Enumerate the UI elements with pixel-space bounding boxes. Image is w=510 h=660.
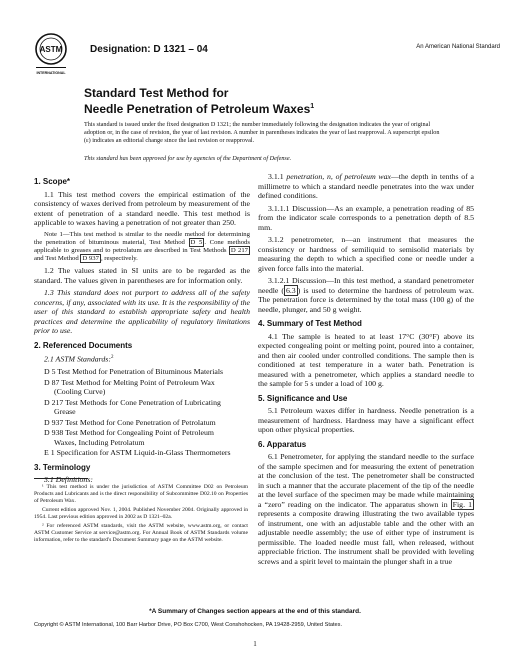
paragraph-3-1-2: 3.1.2 penetrometer, n—an instrument that measures the consistency or hardness of semiliquid to semisolid materials by measuring the depth to which a specified cone or needle under a given force falls into the material. [258, 235, 474, 273]
left-column [34, 172, 250, 488]
footnote-2: ² For referenced ASTM standards, visit the ASTM website, www.astm.org, or contact ASTM Customer Service at service@astm.org. For Annual Book of ASTM Standards volume information, refer to the standard's Document Summary page on the ASTM website. [34, 523, 248, 543]
paragraph-1-3: 1.3 This standard does not purport to address all of the safety concerns, if any, associated with its use. It is the responsibility of the user of this standard to establish appropriate safety and health practices and determine the applicability of regulatory limitations prior to use. [34, 288, 250, 336]
paragraph-1-2: 1.2 The values stated in SI units are to be regarded as the standard. The values given in parentheses are for information only. [34, 266, 250, 285]
paragraph-2-1: 2.1 ASTM Standards:$^2$ [44, 354, 114, 364]
reference-list [34, 367, 250, 458]
summary-heading: 4. Summary of Test Method [258, 319, 362, 328]
paragraph-5-1: 5.1 Petroleum waxes differ in hardness. Needle penetration is a measurement of hardness. Hardness may have a significant effect upon other physical properties. [258, 406, 474, 434]
document-title [84, 86, 314, 116]
reference-item: D 937 Test Method for Cone Penetration of Petrolatum [44, 417, 216, 427]
paragraph-6-1: 6.1 Penetrometer, for applying the standard needle to the surface of the sample specimen and for measuring the extent of penetration at the conclusion of the test. The penetrometer shall be constructed in such a manner that the accurate placement of the tip of the needle at the level surface of the specimen may be made while maintaining a “zero” reading on the indicator. The apparatus shown in Fig. 1 represents a composite drawing illustrating the two available types of instrument, one with an adjustable table and the other with an adjustable needle assembly; the use of either type of instrument is permissible. The loaded needle must fall, when released, without appreciable friction. The instrument shall be provided with leveling screws and a spirit level to maintain the plunger shaft in a true [258, 452, 474, 566]
copyright: Copyright © ASTM International, 100 Barr Harbor Drive, PO Box C700, West Conshohocken, PA 19428-2959, United States. [34, 622, 342, 628]
summary-of-changes-note: *A Summary of Changes section appears at the end of this standard. [149, 608, 361, 615]
paragraph-3-1-1: 3.1.1 penetration, n, of petroleum wax—the depth in tenths of a millimetre to which a standard needle penetrates into the wax under defined conditions. [258, 172, 474, 200]
reference-item: D 938 Test Method for Congealing Point of Petroleum Waxes, Including Petrolatum [44, 428, 214, 447]
designation: Designation: D 1321 – 04 [90, 44, 208, 55]
paragraph-3-1-1-1: 3.1.1.1 Discussion—As an example, a penetration reading of 85 from the indicator scale corresponds to a penetration depth of 8.5 mm. [258, 203, 474, 232]
ref-link-d217[interactable]: D 217 [230, 246, 249, 254]
significance-heading: 5. Significance and Use [258, 393, 348, 403]
ref-link-d5[interactable]: D 5 [190, 238, 203, 246]
note-1: Note 1—This test method is similar to the needle method for determining the penetration of bituminous material, Test Method D 5 . Cone methods applicable to greases and to petrolatum are described in Test Methods D 217 and Test Method D 937 , respectively. [34, 230, 251, 263]
footnotes [34, 484, 248, 546]
issued-notice: This standard is issued under the fixed designation D 1321; the number immediately following the designation indicates the year of original adoption or, in the case of revision, the year of last revision. A number in parentheses indicates the year of last reapproval. A superscript epsilon (ε) indicates an editorial change since the last revision or reapproval. [84, 121, 440, 144]
scope-heading: 1. Scope* [34, 177, 71, 186]
svg-text:ASTM: ASTM [39, 45, 63, 54]
reference-item: E 1 Specification for ASTM Liquid-in-Glass Thermometers [44, 448, 231, 458]
paragraph-3-1: 3.1 Definitions: [44, 475, 93, 485]
defense-notice: This standard has been approved for use by agencies of the Department of Defense. [84, 155, 292, 162]
referenced-documents-heading: 2. Referenced Documents [34, 340, 133, 350]
standard-type: An American National Standard [416, 44, 500, 50]
page-number: 1 [253, 640, 257, 648]
footnote-1: ¹ This test method is under the jurisdiction of ASTM Committee D02 on Petroleum Products and Lubricants and is the direct responsibility of Subcommittee D02.10 on Properties of Petroleum Wax. [34, 484, 248, 504]
footnote-divider [34, 478, 88, 479]
reference-item: D 5 Test Method for Penetration of Bituminous Materials [44, 367, 224, 377]
ref-link-d937[interactable]: D 937 [82, 255, 99, 263]
paragraph-3-1-2-1: 3.1.2.1 Discussion—In this test method, a standard penetrometer needle ( 6.3 ) is used to determine the hardness of petroleum wax. The penetration force is determined by the total mass (100 g) of the needle, plunger, and 50 g weight. [258, 276, 474, 314]
paragraph-4-1: 4.1 The sample is heated to at least 17°C (30°F) above its expected congealing point or melting point, poured into a container, and then air cooled under controlled conditions. The sample then is conditioned at test temperature in a water bath. Penetration is measured with a penetrometer, which applies a standard needle to the sample for 5 s under a load of 100 g. [258, 331, 474, 388]
apparatus-heading: 6. Apparatus [258, 439, 307, 449]
title-line-2: Needle Penetration of Petroleum Waxes$^1$ [84, 102, 315, 116]
reference-item: D 87 Test Method for Melting Point of Petroleum Wax (Cooling Curve) [44, 377, 215, 397]
reference-item: D 217 Test Methods for Cone Penetration of Lubricating Grease [44, 397, 221, 417]
paragraph-1-1: 1.1 This test method covers the empirical estimation of the consistency of waxes derived from petroleum by measurement of the extent of penetration of a standard needle. This test method is applicable to waxes having a penetration of not greater than 250. [34, 189, 250, 227]
ref-link-fig-1[interactable]: Fig. 1 [452, 499, 472, 509]
svg-text:INTERNATIONAL: INTERNATIONAL [36, 71, 66, 75]
title-line-1: Standard Test Method for [84, 86, 229, 100]
right-column [258, 172, 474, 569]
astm-logo-icon [34, 32, 68, 80]
footnote-1-edition: Current edition approved Nov. 1, 2004. Published November 2004. Originally approved in 1954. Last previous edition approved in 2002 as D 1321–02a. [34, 507, 248, 520]
ref-link-6-3[interactable]: 6.3 [285, 285, 296, 295]
terminology-heading: 3. Terminology [34, 462, 91, 472]
